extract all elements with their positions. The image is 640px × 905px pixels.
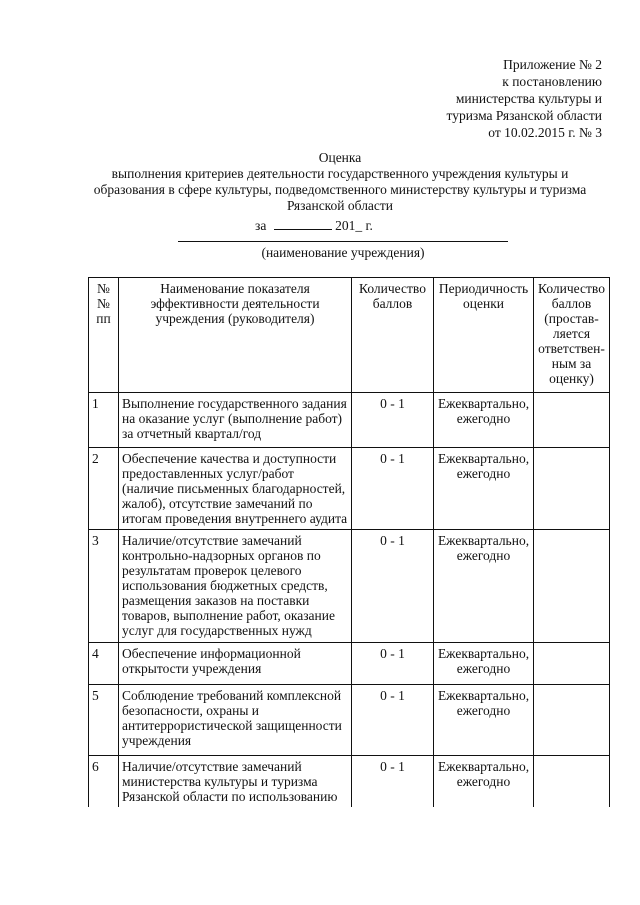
appendix-line: от 10.02.2015 г. № 3 — [488, 125, 602, 140]
row-assigned — [534, 530, 610, 643]
period-prefix: за — [255, 218, 267, 233]
row-num: 1 — [89, 393, 119, 448]
row-name: Обеспечение качества и доступности предоставленных услуг/работ (наличие письменных благодарностей, жалоб), отсутствие замечаний по итогам проведения внутреннего аудита — [119, 448, 352, 530]
period-line — [255, 217, 373, 234]
appendix-line: к постановлению — [502, 74, 602, 89]
header-period: Периодичность оценки — [434, 278, 534, 393]
row-period: Ежеквартально, ежегодно — [434, 448, 534, 530]
row-assigned — [534, 448, 610, 530]
row-period: Ежеквартально, ежегодно — [434, 393, 534, 448]
row-assigned — [534, 393, 610, 448]
row-period: Ежеквартально, ежегодно — [434, 685, 534, 756]
title-line: образования в сфере культуры, подведомственного министерству культуры и туризма — [93, 182, 587, 197]
row-num: 4 — [89, 643, 119, 685]
row-score: 0 - 1 — [352, 643, 434, 685]
appendix-line: туризма Рязанской области — [446, 108, 602, 123]
institution-blank-line — [178, 241, 508, 242]
table-row — [89, 643, 610, 685]
appendix-line: министерства культуры и — [455, 91, 602, 106]
row-assigned — [534, 756, 610, 808]
document-title — [70, 150, 610, 214]
row-score: 0 - 1 — [352, 685, 434, 756]
header-name: Наименование показателя эффективности деятельности учреждения (руководителя) — [119, 278, 352, 393]
table-header-row — [89, 278, 610, 393]
row-period: Ежеквартально, ежегодно — [434, 530, 534, 643]
row-score: 0 - 1 — [352, 756, 434, 808]
row-name: Соблюдение требований комплексной безопасности, охраны и антитеррористической защищенности учреждения — [119, 685, 352, 756]
appendix-line: Приложение № 2 — [503, 57, 602, 72]
table-row — [89, 393, 610, 448]
header-num: № № пп — [89, 278, 119, 393]
row-num: 6 — [89, 756, 119, 808]
row-num: 3 — [89, 530, 119, 643]
period-blank — [274, 217, 332, 230]
table-row — [89, 756, 610, 808]
institution-caption: (наименование учреждения) — [261, 245, 425, 260]
row-period: Ежеквартально, ежегодно — [434, 756, 534, 808]
row-name: Выполнение государственного задания на оказание услуг (выполнение работ) за отчетный квартал/год — [119, 393, 352, 448]
row-name: Обеспечение информационной открытости учреждения — [119, 643, 352, 685]
title-heading: Оценка — [318, 150, 362, 165]
period-suffix: 201_ г. — [335, 218, 373, 233]
table-row — [89, 530, 610, 643]
row-assigned — [534, 685, 610, 756]
header-assigned: Количество баллов (простав-ляется ответствен-ным за оценку) — [534, 278, 610, 393]
row-period: Ежеквартально, ежегодно — [434, 643, 534, 685]
title-line: выполнения критериев деятельности государственного учреждения культуры и — [111, 166, 569, 181]
row-name: Наличие/отсутствие замечаний контрольно-надзорных органов по результатам проверок целевого использования бюджетных средств, размещения заказов на поставки товаров, выполнение работ, оказание услуг для государственных нужд — [119, 530, 352, 643]
criteria-table — [88, 277, 610, 807]
table-row — [89, 448, 610, 530]
row-name: Наличие/отсутствие замечаний министерства культуры и туризма Рязанской области по использованию — [119, 756, 352, 808]
table-row — [89, 685, 610, 756]
row-assigned — [534, 643, 610, 685]
row-score: 0 - 1 — [352, 393, 434, 448]
row-num: 5 — [89, 685, 119, 756]
row-num: 2 — [89, 448, 119, 530]
title-line: Рязанской области — [286, 198, 394, 213]
row-score: 0 - 1 — [352, 448, 434, 530]
header-score: Количество баллов — [352, 278, 434, 393]
appendix-reference — [446, 56, 602, 141]
row-score: 0 - 1 — [352, 530, 434, 643]
